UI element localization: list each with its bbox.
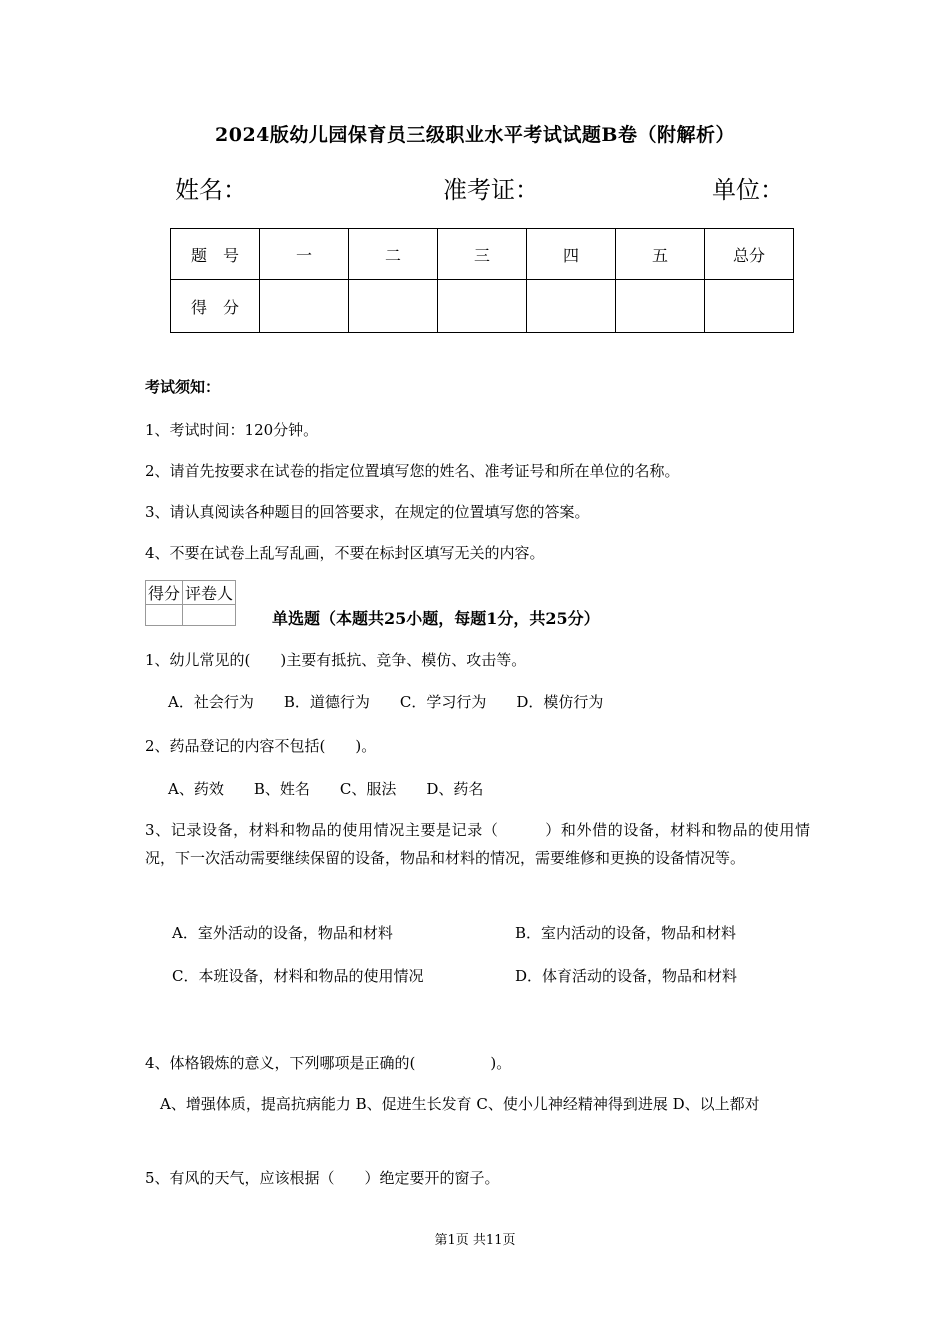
grader-name-label: 评卷人 <box>183 581 236 605</box>
notice-item: 3、请认真阅读各种题目的回答要求，在规定的位置填写您的答案。 <box>145 503 590 521</box>
score-table-header-cell: 总分 <box>705 229 794 280</box>
grader-box <box>145 580 236 626</box>
score-cell[interactable] <box>349 280 438 333</box>
score-cell[interactable] <box>616 280 705 333</box>
notice-item: 1、考试时间：120分钟。 <box>145 421 319 439</box>
grader-name-cell[interactable] <box>183 605 236 626</box>
score-cell[interactable] <box>438 280 527 333</box>
score-table-header-row <box>171 229 794 280</box>
page-footer: 第1页 共11页 <box>434 1233 516 1248</box>
question-2-options: A、药效 B、姓名 C、服法 D、药名 <box>168 780 484 798</box>
notice-heading: 考试须知： <box>145 378 221 396</box>
question-4-stem: 4、体格锻炼的意义，下列哪项是正确的( )。 <box>145 1054 512 1072</box>
question-1-options: A．社会行为 B．道德行为 C．学习行为 D．模仿行为 <box>168 693 604 711</box>
score-table-header-cell: 三 <box>438 229 527 280</box>
question-1-stem: 1、幼儿常见的( )主要有抵抗、竞争、模仿、攻击等。 <box>145 651 527 669</box>
question-3-stem: 3、记录设备，材料和物品的使用情况主要是记录（ ）和外借的设备，材料和物品的使用情况，下一次活动需要继续保留的设备，物品和材料的情况，需要维修和更换的设备情况等。 <box>145 821 810 867</box>
score-row-label: 得 分 <box>171 280 260 333</box>
name-field-label: 姓名： <box>175 176 247 204</box>
question-4-options: A、增强体质，提高抗病能力 B、促进生长发育 C、使小儿神经精神得到进展 D、以上都对 <box>145 1095 760 1113</box>
notice-item: 4、不要在试卷上乱写乱画，不要在标封区填写无关的内容。 <box>145 544 545 562</box>
question-3-option-a: A．室外活动的设备，物品和材料 <box>172 924 393 942</box>
question-2-stem: 2、药品登记的内容不包括( )。 <box>145 737 377 755</box>
question-3-option-b: B．室内活动的设备，物品和材料 <box>515 924 737 942</box>
question-3-option-d: D．体育活动的设备，物品和材料 <box>515 967 738 985</box>
score-cell[interactable] <box>705 280 794 333</box>
question-3-option-c: C．本班设备，材料和物品的使用情况 <box>172 967 424 985</box>
score-table-header-cell: 一 <box>260 229 349 280</box>
score-table <box>170 228 794 333</box>
unit-field-label: 单位： <box>712 176 784 204</box>
score-table-header-cell: 二 <box>349 229 438 280</box>
grader-score-label: 得分 <box>146 581 183 605</box>
score-table-score-row <box>171 280 794 333</box>
score-cell[interactable] <box>260 280 349 333</box>
exam-id-field-label: 准考证： <box>443 176 539 204</box>
grader-score-cell[interactable] <box>146 605 183 626</box>
section-title: 单选题（本题共25小题，每题1分，共25分） <box>272 609 600 628</box>
score-table-header-cell: 四 <box>527 229 616 280</box>
question-5-stem: 5、有风的天气，应该根据（ ）绝定要开的窗子。 <box>145 1169 500 1187</box>
score-table-header-cell: 五 <box>616 229 705 280</box>
page-title: 2024版幼儿园保育员三级职业水平考试试题B卷（附解析） <box>215 124 735 146</box>
score-table-header-cell: 题 号 <box>171 229 260 280</box>
notice-item: 2、请首先按要求在试卷的指定位置填写您的姓名、准考证号和所在单位的名称。 <box>145 462 680 480</box>
score-cell[interactable] <box>527 280 616 333</box>
